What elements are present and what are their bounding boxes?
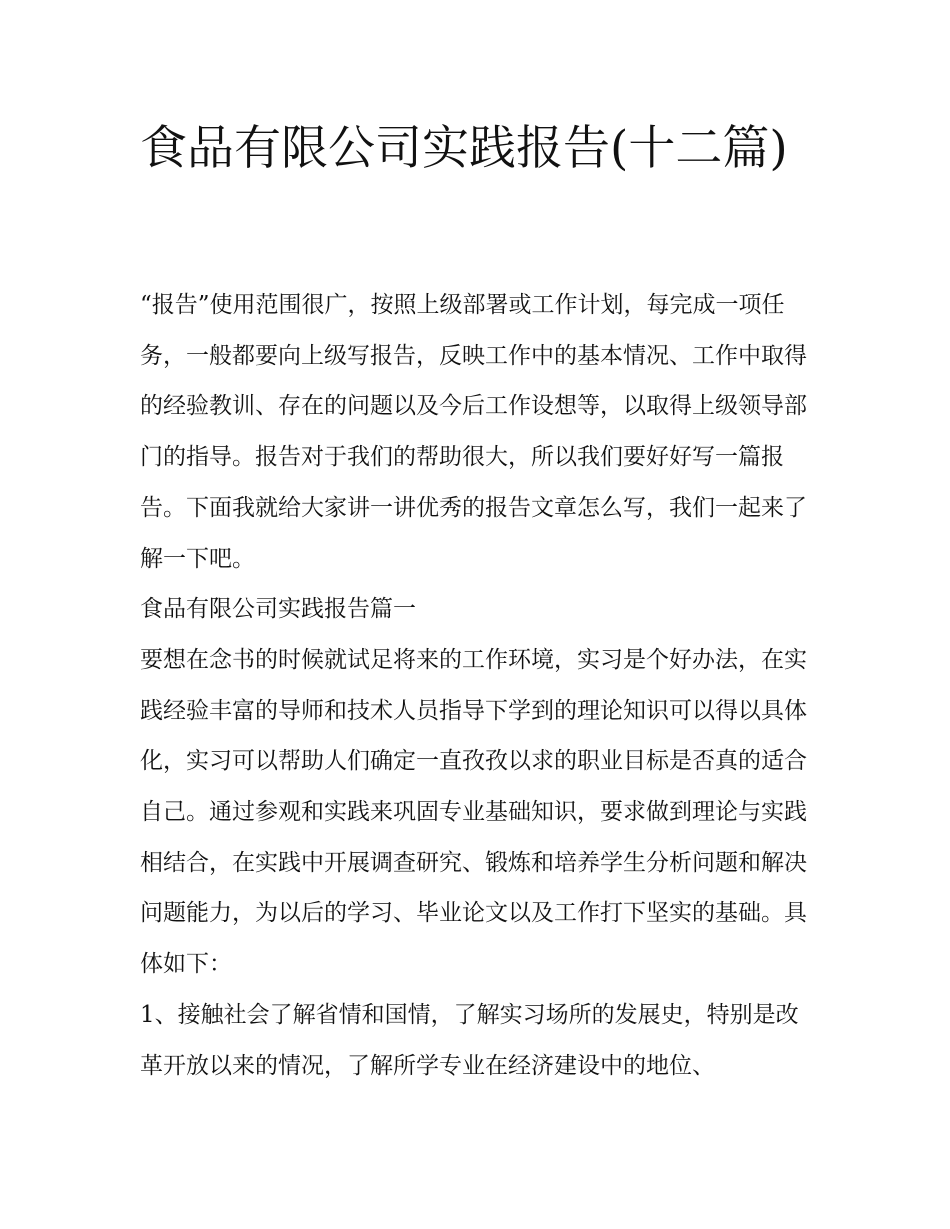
document-body xyxy=(140,280,820,1091)
section-heading: 食品有限公司实践报告篇一 xyxy=(140,596,416,623)
intro-paragraph: “报告”使用范围很广，按照上级部署或工作计划，每完成一项任务，一般都要向上级写报告，反映工作中的基本情况、工作中取得的经验教训、存在的问题以及今后工作设想等，以取得上级领导部门的指导。报告对于我们的帮助很大，所以我们要好好写一篇报告。下面我就给大家讲一讲优秀的报告文章怎么写，我们一起来了解一下吧。 xyxy=(140,292,807,572)
document-title: 食品有限公司实践报告(十二篇) xyxy=(140,121,788,176)
body-paragraph: 要想在念书的时候就试足将来的工作环境，实习是个好办法，在实践经验丰富的导师和技术人员指导下学到的理论知识可以得以具体化，实习可以帮助人们确定一直孜孜以求的职业目标是否真的适合自己。通过参观和实践来巩固专业基础知识，要求做到理论与实践相结合，在实践中开展调查研究、锻炼和培养学生分析问题和解决问题能力，为以后的学习、毕业论文以及工作打下坚实的基础。具体如下： xyxy=(140,646,807,978)
list-item-paragraph: 1、接触社会了解省情和国情，了解实习场所的发展史，特别是改革开放以来的情况，了解所学专业在经济建设中的地位、 xyxy=(140,1001,799,1079)
